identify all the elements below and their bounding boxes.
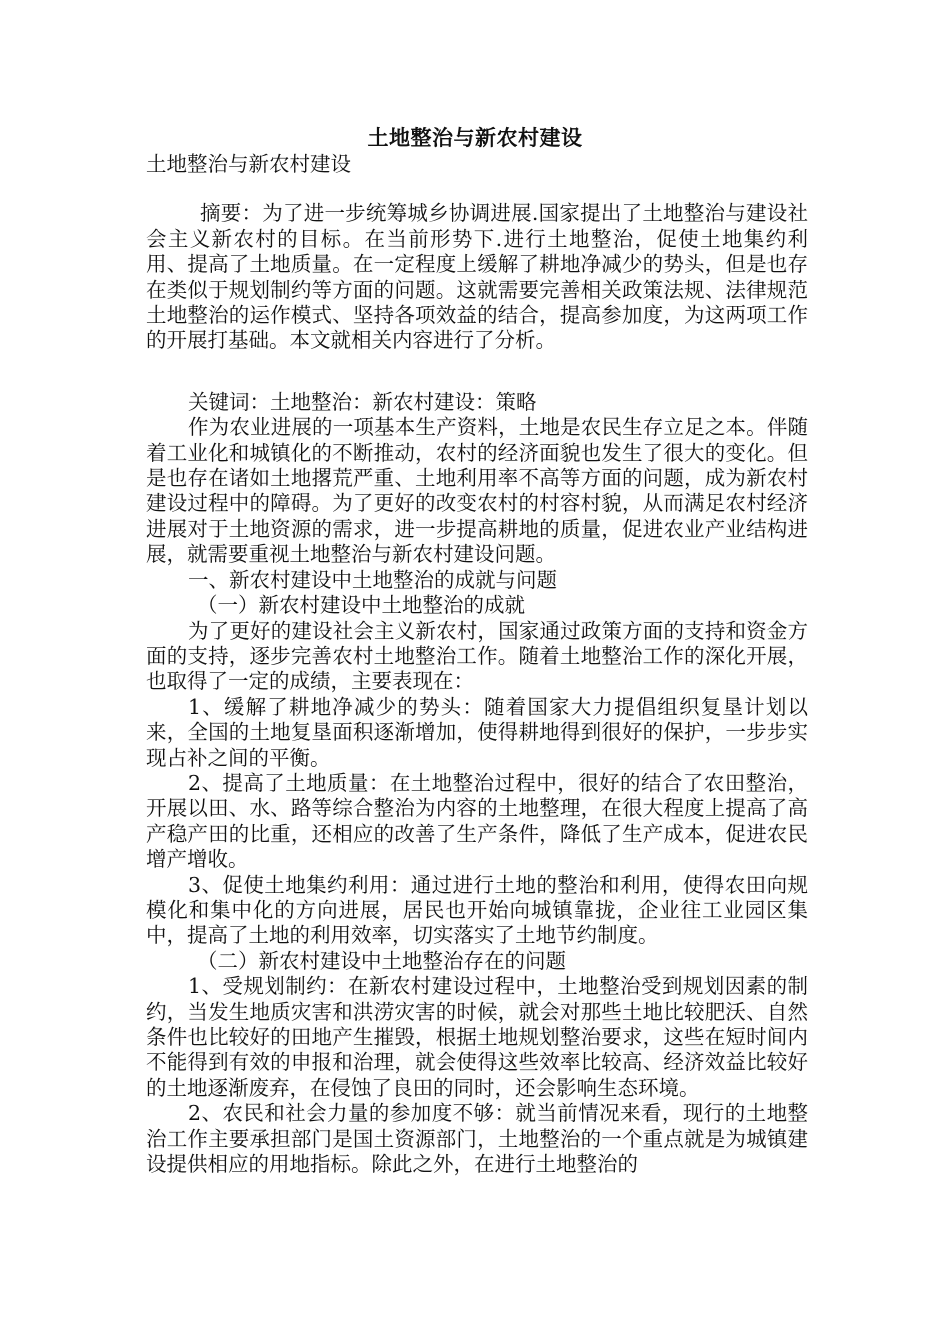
list-item-paragraph: 2、提高了土地质量：在土地整治过程中，很好的结合了农田整治，开展以田、水、路等综合整治为内容的土地整理，在很大程度上提高了高产稳产田的比重，还相应的改善了生产条件，降低了生产成本，促进农民增产增收。 xyxy=(146,770,808,872)
list-item-paragraph: 1、受规划制约：在新农村建设过程中，土地整治受到规划因素的制约，当发生地质灾害和洪涝灾害的时候，就会对那些土地比较肥沃、自然条件也比较好的田地产生摧毁，根据土地规划整治要求，这些在短时间内不能得到有效的申报和治理，就会使得这些效率比较高、经济效益比较好的土地逐渐废弃，在侵蚀了良田的同时，还会影响生态环境。 xyxy=(146,974,808,1100)
list-item-paragraph: 1、缓解了耕地净减少的势头：随着国家大力提倡组织复垦计划以来，全国的土地复垦面积逐渐增加，使得耕地得到很好的保护，一步步实现占补之间的平衡。 xyxy=(146,694,808,770)
abstract-paragraph: 摘要：为了进一步统筹城乡协调进展.国家提出了土地整治与建设社会主义新农村的目标。在当前形势下.进行土地整治，促使土地集约利用、提高了土地质量。在一定程度上缓解了耕地净减少的势头，但是也存在类似于规划制约等方面的问题。这就需要完善相关政策法规、法律规范土地整治的运作模式、坚持各项效益的结合，提高参加度，为这两项工作的开展打基础。本文就相关内容进行了分析。 xyxy=(146,201,808,353)
section-heading: 一、新农村建设中土地整治的成就与问题 xyxy=(188,567,557,592)
subsection-heading: （二）新农村建设中土地整治存在的问题 xyxy=(197,948,566,973)
document-body xyxy=(146,150,808,1177)
intro-paragraph: 作为农业进展的一项基本生产资料，土地是农民生存立足之本。伴随着工业化和城镇化的不断推动，农村的经济面貌也发生了很大的变化。但是也存在诸如土地撂荒严重、土地利用率不高等方面的问题，成为新农村建设过程中的障碍。为了更好的改变农村的村容村貌，从而满足农村经济进展对于土地资源的需求，进一步提高耕地的质量，促进农业产业结构进展，就需要重视土地整治与新农村建设问题。 xyxy=(146,415,808,567)
list-item-paragraph: 2、农民和社会力量的参加度不够：就当前情况来看，现行的土地整治工作主要承担部门是国土资源部门，土地整治的一个重点就是为城镇建设提供相应的用地指标。除此之外，在进行土地整治的 xyxy=(146,1101,808,1177)
body-paragraph: 为了更好的建设社会主义新农村，国家通过政策方面的支持和资金方面的支持，逐步完善农村土地整治工作。随着土地整治工作的深化开展，也取得了一定的成绩，主要表现在： xyxy=(146,618,808,694)
keywords-line: 关键词：土地整治：新农村建设：策略 xyxy=(188,389,537,414)
list-item-paragraph: 3、促使土地集约利用：通过进行土地的整治和利用，使得农田向规模化和集中化的方向进展，居民也开始向城镇靠拢，企业往工业园区集中，提高了土地的利用效率，切实落实了土地节约制度。 xyxy=(146,872,808,948)
subsection-heading: （一）新农村建设中土地整治的成就 xyxy=(197,593,525,618)
document-title: 土地整治与新农村建设 xyxy=(367,125,583,150)
document-subtitle: 土地整治与新农村建设 xyxy=(146,152,351,176)
